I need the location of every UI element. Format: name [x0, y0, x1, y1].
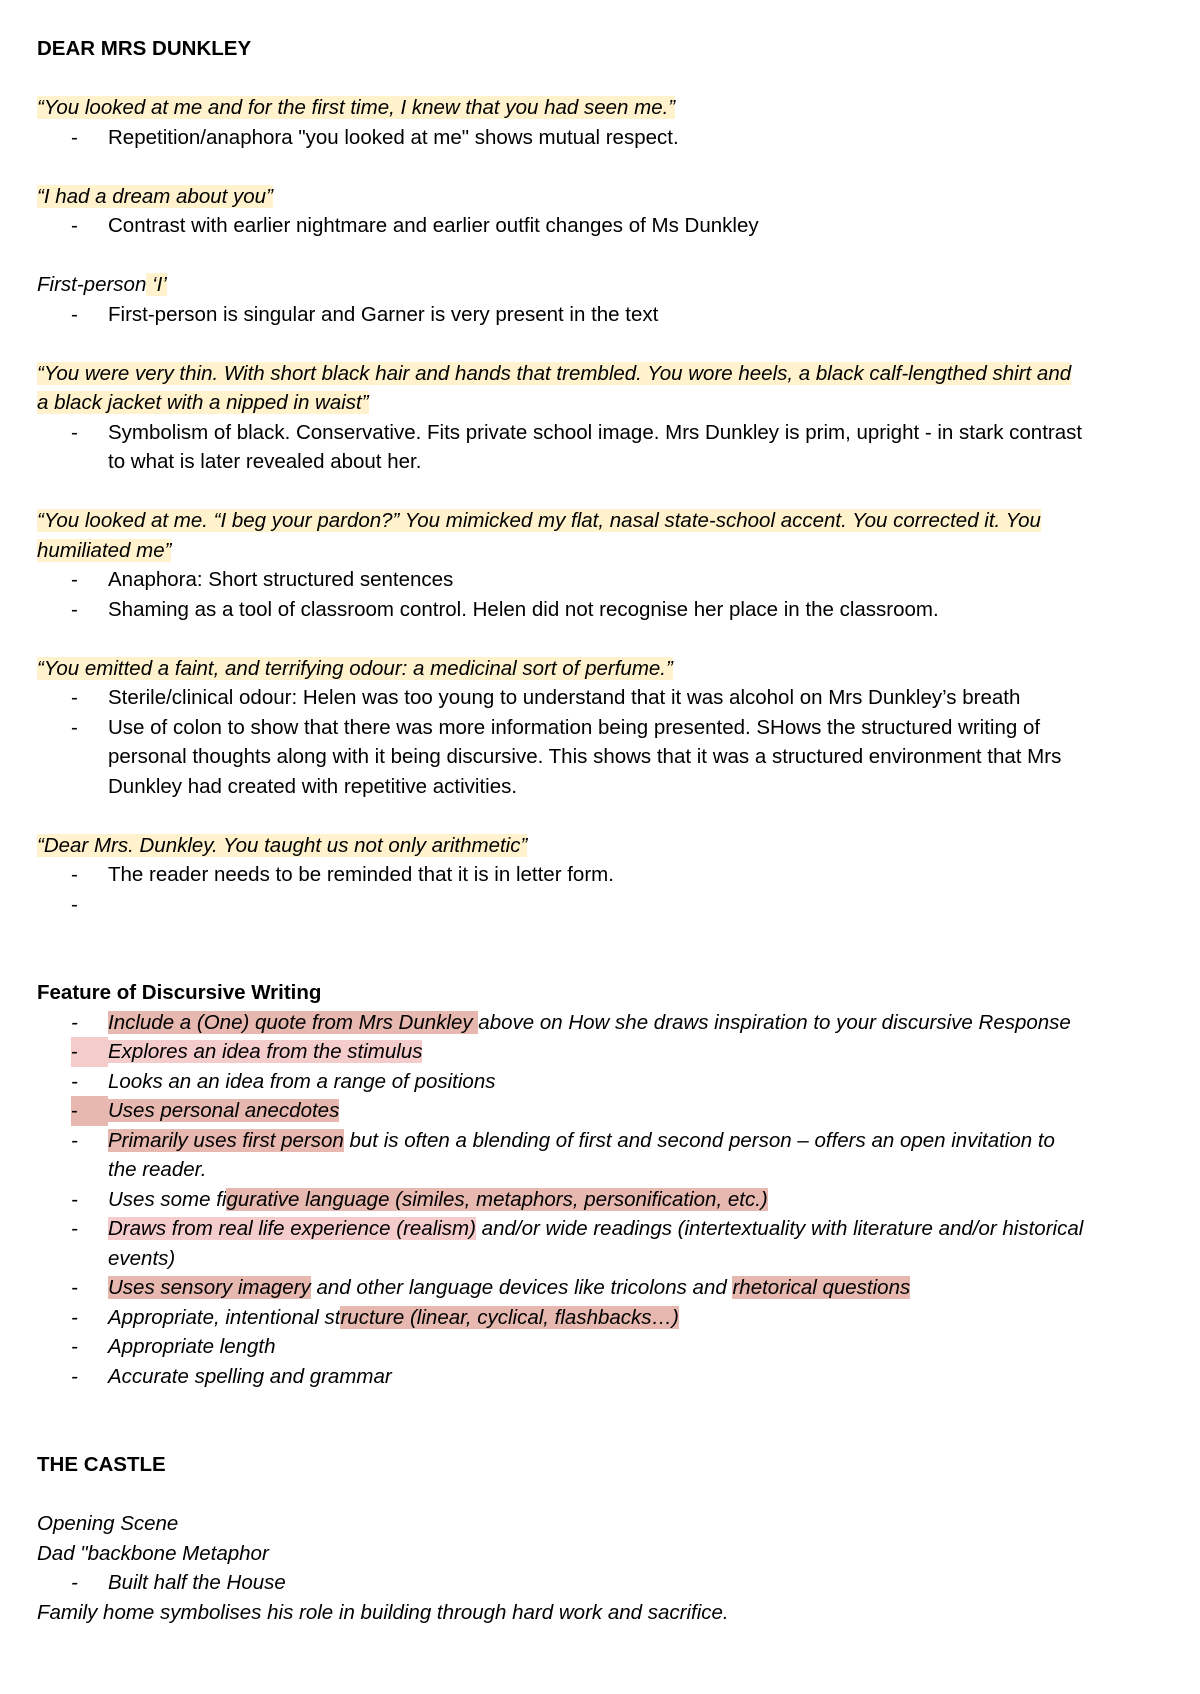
- section-heading-castle: THE CASTLE: [37, 1453, 166, 1476]
- list-item: [37, 211, 1177, 241]
- feature-text-highlighted: Uses personal anecdotes: [108, 1099, 340, 1122]
- castle-line: Dad "backbone Metaphor: [37, 1541, 269, 1565]
- bullet-text: Anaphora: Short structured sentences: [108, 568, 454, 591]
- feature-text: events): [108, 1246, 176, 1270]
- bullet-dash: -: [71, 715, 78, 739]
- bullet-dash: -: [71, 597, 78, 621]
- bullet-dash: -: [71, 302, 78, 326]
- bullet-dash: -: [71, 568, 78, 591]
- first-person-i: ‘I’: [146, 273, 167, 296]
- quote-beg-pardon-cont: humiliated me”: [37, 538, 172, 562]
- feature-text: Looks an an idea from a range of positions: [108, 1069, 496, 1093]
- list-item: [37, 595, 1177, 625]
- bullet-dash: -: [71, 686, 78, 709]
- bullet-text: to what is later revealed about her.: [108, 450, 422, 473]
- quote-dream: “I had a dream about you”: [37, 184, 273, 208]
- list-item: [37, 1362, 1177, 1392]
- bullet-text: Dunkley had created with repetitive activities.: [108, 774, 518, 798]
- list-item: [37, 418, 1177, 448]
- bullet-text: First-person is singular and Garner is very present in the text: [108, 302, 659, 326]
- feature-text: Accurate spelling and grammar: [108, 1364, 392, 1388]
- feature-text: and other language devices like tricolons and: [310, 1276, 733, 1299]
- list-item-cont: [37, 1155, 1177, 1185]
- list-item: [37, 1273, 1177, 1303]
- first-person-label: First-person: [37, 273, 147, 296]
- quote-arithmetic: “Dear Mrs. Dunkley. You taught us not only arithmetic”: [37, 833, 528, 857]
- bullet-text: Symbolism of black. Conservative. Fits private school image. Mrs Dunkley is prim, upright - in stark contrast: [108, 420, 1083, 444]
- list-item: [37, 1037, 1177, 1067]
- bullet-dash: -: [71, 863, 78, 886]
- list-item-cont: [37, 742, 1177, 772]
- quote-very-thin-cont: a black jacket with a nipped in waist”: [37, 391, 369, 414]
- bullet-dash: -: [71, 1571, 78, 1594]
- list-item: [37, 860, 1177, 890]
- feature-text-highlighted: Draws from real life experience (realism): [108, 1217, 476, 1240]
- list-item-cont: [37, 772, 1177, 802]
- document-page: [37, 34, 1177, 1627]
- list-item: [37, 565, 1177, 595]
- feature-text-highlighted: rhetorical questions: [732, 1276, 911, 1299]
- bullet-dash: -: [71, 125, 78, 149]
- list-item: [37, 1568, 1177, 1598]
- bullet-dash: -: [71, 1010, 78, 1034]
- quote-beg-pardon: “You looked at me. “I beg your pardon?” You mimicked my flat, nasal state-school accent. You corrected it. You: [37, 509, 1041, 532]
- bullet-text: personal thoughts along with it being discursive. This shows that it was a structured environment that Mrs: [108, 745, 1062, 768]
- feature-text: and/or wide readings (intertextuality with literature and/or historical: [475, 1217, 1084, 1240]
- list-item: [37, 1096, 1177, 1126]
- section-heading-discursive: Feature of Discursive Writing: [37, 981, 322, 1004]
- bullet-dash: -: [71, 1040, 78, 1063]
- bullet-dash: -: [71, 1305, 78, 1329]
- list-item-cont: [37, 1244, 1177, 1274]
- bullet-dash: -: [71, 1364, 78, 1388]
- bullet-text: Shaming as a tool of classroom control. Helen did not recognise her place in the classroom.: [108, 597, 939, 621]
- feature-text: Appropriate length: [108, 1335, 276, 1358]
- quote-very-thin: “You were very thin. With short black hair and hands that trembled. You wore heels, a black calf-lengthed shirt and: [37, 361, 1072, 385]
- feature-text-highlighted: gurative language (similes, metaphors, personification, etc.): [226, 1187, 768, 1211]
- bullet-text: Contrast with earlier nightmare and earlier outfit changes of Ms Dunkley: [108, 214, 759, 237]
- list-item: [37, 1214, 1177, 1244]
- bullet-text: Use of colon to show that there was more information being presented. SHows the structured writing of: [108, 715, 1041, 739]
- castle-line: Opening Scene: [37, 1512, 179, 1535]
- feature-text-highlighted: Primarily uses first person: [108, 1128, 344, 1152]
- feature-text: above on How she draws inspiration to your discursive Response: [478, 1010, 1071, 1034]
- feature-text: the reader.: [108, 1158, 207, 1181]
- feature-text-highlighted: Explores an idea from the stimulus: [108, 1040, 423, 1063]
- bullet-dash: -: [71, 1099, 78, 1122]
- section-heading-mrs-dunkley: DEAR MRS DUNKLEY: [37, 37, 252, 60]
- list-item: [37, 1332, 1177, 1362]
- feature-text-highlighted: ructure (linear, cyclical, flashbacks…): [340, 1305, 679, 1329]
- bullet-text: Repetition/anaphora "you looked at me" shows mutual respect.: [108, 125, 679, 149]
- bullet-text: The reader needs to be reminded that it is in letter form.: [108, 863, 614, 886]
- bullet-dash: -: [71, 1187, 78, 1211]
- list-item: [37, 1067, 1177, 1097]
- list-item: [37, 1126, 1177, 1156]
- bullet-dash: -: [71, 1335, 78, 1358]
- bullet-dash: -: [71, 420, 78, 444]
- feature-text: but is often a blending of first and second person – offers an open invitation to: [343, 1128, 1055, 1152]
- list-item-cont: [37, 447, 1177, 477]
- list-item: [37, 713, 1177, 743]
- castle-line: Family home symbolises his role in building through hard work and sacrifice.: [37, 1600, 729, 1624]
- list-item: [37, 683, 1177, 713]
- list-item: [37, 1303, 1177, 1333]
- feature-text: Appropriate, intentional st: [108, 1305, 341, 1329]
- bullet-dash: -: [71, 1276, 78, 1299]
- list-item: [37, 123, 1177, 153]
- quote-odour: “You emitted a faint, and terrifying odour: a medicinal sort of perfume.”: [37, 656, 673, 680]
- list-item: [37, 1008, 1177, 1038]
- list-item-empty: [37, 890, 1177, 920]
- castle-bullet-text: Built half the House: [108, 1571, 286, 1594]
- quote-looked-at-me: “You looked at me and for the first time, I knew that you had seen me.”: [37, 96, 676, 119]
- feature-text-highlighted: Uses sensory imagery: [108, 1276, 311, 1299]
- bullet-dash: -: [71, 214, 78, 237]
- bullet-dash: -: [71, 1069, 78, 1093]
- bullet-dash: -: [71, 1217, 78, 1240]
- list-item: [37, 1185, 1177, 1215]
- bullet-dash: -: [71, 892, 78, 916]
- feature-text-highlighted: Include a (One) quote from Mrs Dunkley: [108, 1010, 479, 1034]
- list-item: [37, 300, 1177, 330]
- bullet-dash: -: [71, 1128, 78, 1152]
- bullet-text: Sterile/clinical odour: Helen was too young to understand that it was alcohol on Mrs Dunkley’s breath: [108, 686, 1021, 709]
- feature-text: Uses some fi: [108, 1187, 227, 1211]
